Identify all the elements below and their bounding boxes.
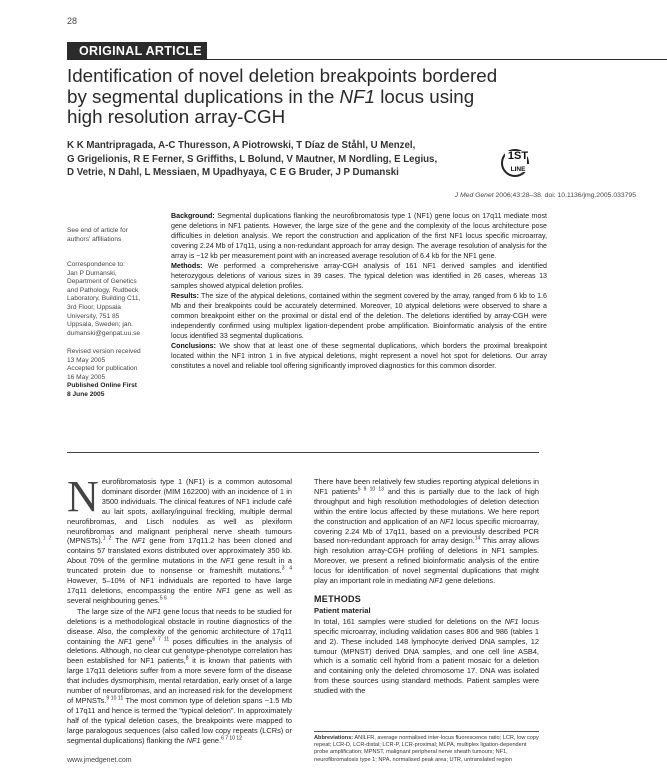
- badge-bottom-text: LINE: [510, 166, 526, 173]
- header-rule: [195, 59, 667, 60]
- author-list: [67, 139, 487, 180]
- journal-url: www.jmedgenet.com: [67, 757, 132, 764]
- abstract-results: Results: The size of the atypical deletions, contained within the segment covered by the array, ranged from 6 kb to 1.6 Mb and their breakpoints could be accurately determined. Moreover, 10 atypical deletions were observed to share a common breakpoint either on the proximal or distal end of the deletion. The deletions identified by array-CGH were independently confirmed using multiplex ligation-dependent probe amplification. Bioinformatic analysis of the entire locus identified 33 segmental duplications.: [171, 292, 547, 340]
- abbreviations: Abbreviations: ANILFR, average normalised inter-locus fluorescence ratio; LCR, low copy repeat; LCR-D, LCR-distal; LCR-P, LCR-proximal; MLPA, multiplex ligation-dependent probe amplification; MPNST, malignant peripheral nerve sheath tumours; NF1, neurofibromatosis type 1; NPA, normalised peak area; UTR, untranslated region: [314, 735, 539, 763]
- abstract: [171, 211, 547, 371]
- patient-material-heading: Patient material: [314, 605, 371, 615]
- intro-paragraph: Neurofibromatosis type 1 (NF1) is a common autosomal dominant disorder (MIM 162200) with an incidence of 1 in 3500 individuals. The clinical features of NF1 include café au lait spots, axillary/inguinal freckling, multiple dermal neurofibromas, and Lisch nodules as well as plexiform neurofibromas and malignant peripheral nerve sheath tumours (MPNSTs).$^{1 2}$ The NF1 gene from 17q11.2 has been cloned and contains 57 translated exons distributed over approximately 350 kb. About 70% of the germline mutations in the NF1 gene result in a truncated protein due to nonsense or frameshift mutations.$^{3 4}$ However, 5–10% of NF1 individuals are reported to have large 17q11 deletions, encompassing the entire NF1 gene as well as several neighbouring genes.$^{5 6}$: [67, 472, 293, 605]
- title-line-2: by segmental duplications in the NF1 locus using: [67, 85, 475, 107]
- author-line: G Grigelionis, R E Ferner, S Griffiths, L Bolund, V Mautner, M Nordling, E Legius,: [67, 153, 438, 165]
- body-column-left: [67, 472, 293, 746]
- section-tag: ORIGINAL ARTICLE: [67, 42, 207, 60]
- correspondence: Correspondence to: Jan P Dumanski, Department of Genetics and Pathology, Rudbeck Laboratory, Building C11, 3rd Floor, Uppsala University, 751 85 Uppsala, Sweden; jan. dumanski@genpat.uu.se: [67, 261, 141, 337]
- body-paragraph: In total, 161 samples were studied for deletions on the NF1 locus specific microarray, including validation cases 806 and 986 (tables 1 and 2). These included 148 lymphocyte derived DNA samples, 12 tumour (MPNST) derived DNA samples, and one cell line ASB4, which is a somatic cell hybrid from a patient mosaic for a deletion and containing only the deleted chromosome 17. DNA was isolated from these sources using standard methods. Patient samples were studied with the: [314, 616, 539, 696]
- methods-heading: METHODS: [314, 593, 362, 604]
- citation: J Med Genet 2006;43:28–38. doi: 10.1136/jmg.2005.033795: [454, 192, 636, 199]
- see-end-note: See end of article for authors' affiliations: [67, 227, 128, 243]
- title-line-1: Identification of novel deletion breakpoints bordered: [67, 65, 498, 86]
- abstract-rule: [67, 452, 539, 453]
- badge-top-text: 1ST: [507, 150, 529, 162]
- author-line: K K Mantripragada, A-C Thuresson, A Piotrowski, T Díaz de Ståhl, U Menzel,: [67, 140, 416, 151]
- publication-dates: Revised version received 13 May 2005 Accepted for publication 16 May 2005 Published Online First 8 June 2005: [67, 348, 141, 398]
- first-line-badge-icon: [493, 146, 533, 182]
- article-title: [67, 66, 537, 128]
- body-column-right: [314, 477, 539, 697]
- abbreviations-rule: [314, 731, 539, 732]
- title-line-3: high resolution array-CGH: [67, 106, 286, 127]
- author-line: D Vetrie, N Dahl, L Messiaen, M Upadhyaya, C E G Bruder, J P Dumanski: [67, 167, 399, 179]
- dropcap: N: [67, 472, 99, 521]
- abstract-methods: Methods: We performed a comprehensive array-CGH analysis of 161 NF1 derived samples and identified heterozygous deletions of various sizes in 39 cases. The typical deletion was identified in 26 cases, whereas 13 samples showed atypical deletion profiles.: [171, 262, 547, 290]
- abstract-conclusions: Conclusions: We show that at least one of these segmental duplications, which borders the proximal breakpoint located within the NF1 intron 1 in five atypical deletions, might represent a novel hot spot for deletions. Our array constitutes a novel and reliable tool offering significantly improved diagnostics for this common disorder.: [171, 342, 547, 370]
- body-paragraph: There have been relatively few studies reporting atypical deletions in NF1 patients$^{5 9 10 13}$ and this is partially due to the lack of high throughput and high resolution methodologies of deletion detection within the entire locus affected by these mutations. We here report the construction and application of an NF1 locus specific microarray, covering 2.24 Mb of 17q11, based on a previously described PCR based non-redundant approach for array design.$^{14}$ This array allows high resolution array-CGH profiling of deletions in NF1 samples. Moreover, we present a refined bioinformatic analysis of the entire locus for identification of novel segmental duplications that might play an important role in mediating NF1 gene deletions.: [314, 477, 540, 586]
- page-number: 28: [67, 16, 78, 26]
- body-paragraph: The large size of the NF1 gene locus that needs to be studied for deletions is a methodological obstacle in routine diagnostics of the disease. Also, the complexity of the genomic architecture of 17q11 containing the NF1 gene$^{6 7 11}$ poses difficulties in the analysis of deletions. Although, no clear cut genotype-phenotype correlation has been established for NF1 patients,$^8$ it is known that patients with large 17q11 deletions suffer from a more severe form of the disease that includes dysmorphism, mental retardation, early onset of a large number of neurofibromas, and an increased risk for the development of MPNSTs.$^{9 10 11}$ The most common type of deletion spans ~1.5 Mb of 17q11 and hence is termed the "typical deletion". In approximately half of the typical deletion cases, the breakpoints were mapped to large paralogous sequences (also called low copy repeats (LCRs) or segmental duplications) flanking the NF1 gene.$^{6 7 10 12}$: [67, 606, 293, 745]
- abstract-background: Background: Segmental duplications flanking the neurofibromatosis type 1 (NF1) gene locus on 17q11 mediate most gene deletions in NF1 patients. However, the large size of the gene and the complexity of the locus architecture pose difficulties in deletion analysis. We report the construction and application of the first NF1 locus specific microarray, covering 2.24 Mb of 17q11, using a non-redundant approach for array design. The average resolution of analysis for the array is ~12 kb per measurement point with an increased average resolution of 6.4 kb for the NF1 gene.: [171, 212, 547, 260]
